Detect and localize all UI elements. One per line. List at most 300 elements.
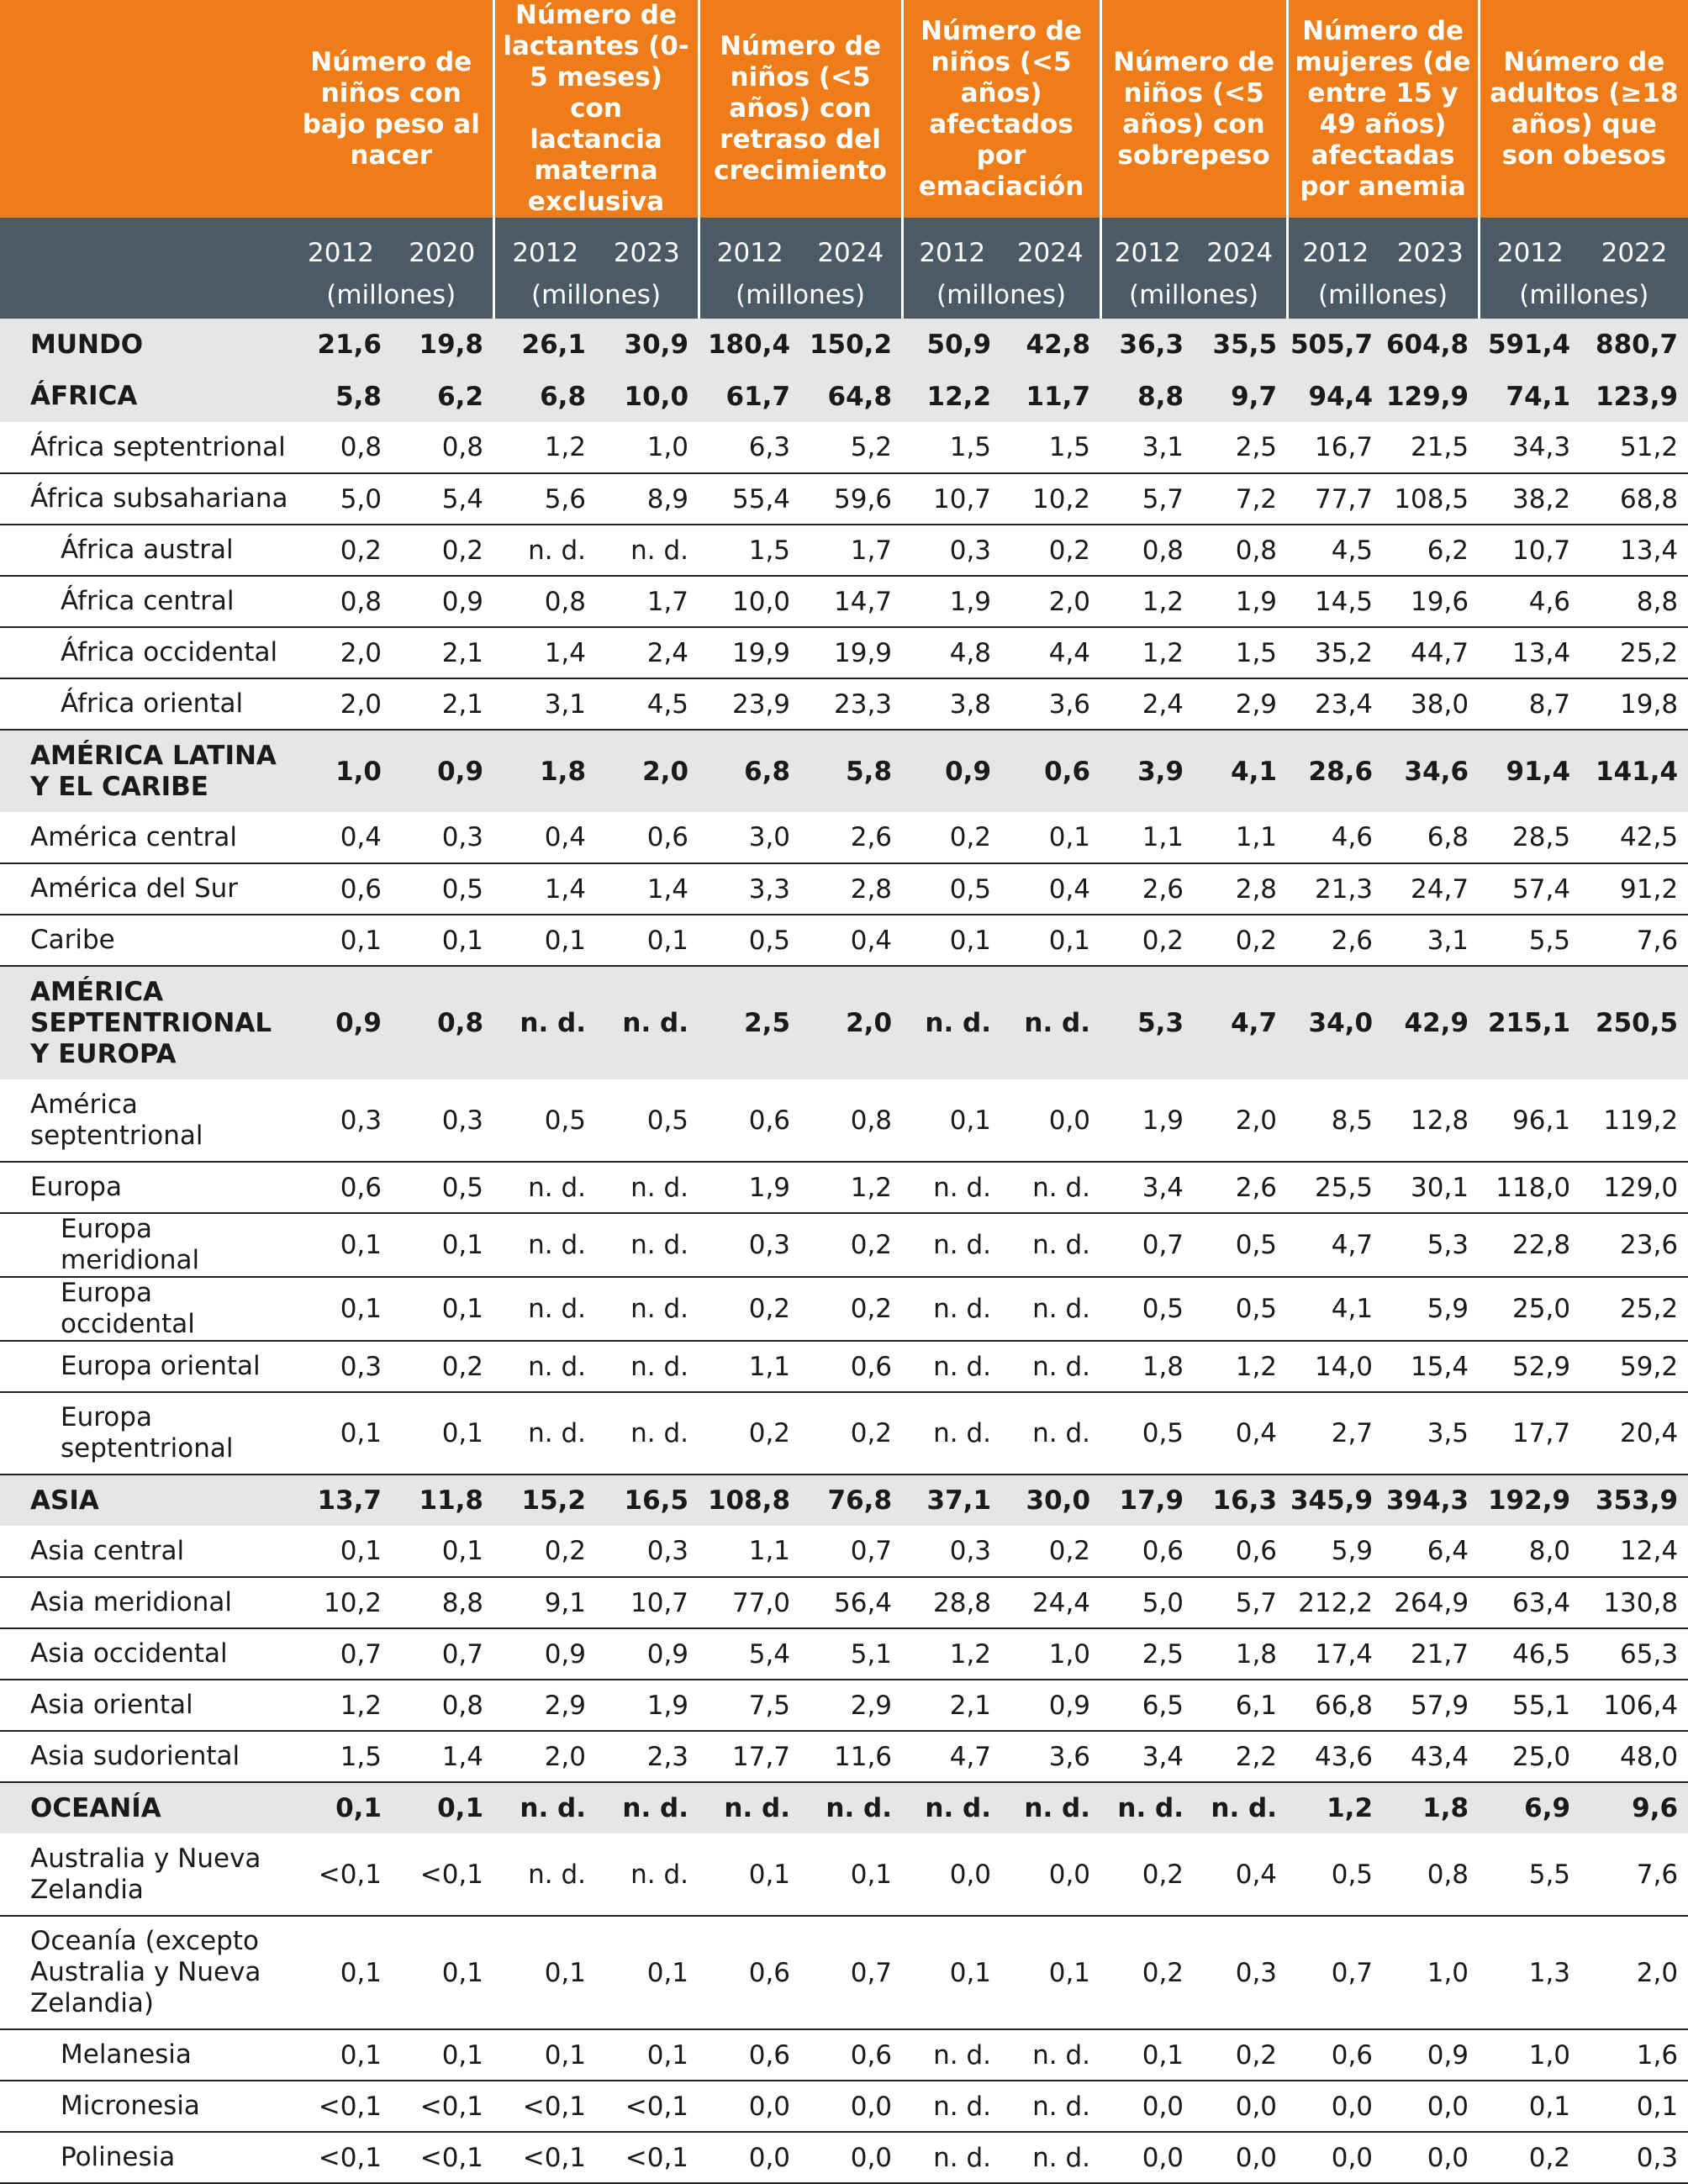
units-cell: (millones): [1479, 272, 1688, 319]
value-cell: n. d.: [596, 1833, 699, 1916]
value-cell: 16,5: [596, 1474, 699, 1526]
value-cell: 43,6: [1287, 1731, 1383, 1782]
value-cell: 0,3: [699, 1213, 800, 1277]
value-cell: 0,9: [392, 576, 493, 627]
value-cell: 2,4: [1100, 678, 1194, 730]
value-cell: 0,4: [1001, 863, 1100, 915]
value-cell: 1,2: [1194, 1341, 1287, 1392]
value-cell: 5,2: [800, 422, 902, 473]
year-cell: 2012: [1100, 218, 1194, 272]
value-cell: 2,9: [493, 1680, 596, 1731]
value-cell: 50,9: [902, 319, 1001, 371]
value-cell: 21,5: [1383, 422, 1479, 473]
value-cell: 2,1: [902, 1680, 1001, 1731]
value-cell: <0,1: [290, 2081, 392, 2132]
value-cell: n. d.: [902, 2132, 1001, 2183]
value-cell: n. d.: [902, 1162, 1001, 1213]
header-wasting: Número de niños (<5 años) afectados por emaciación: [902, 0, 1100, 218]
row-label: África septentrional: [0, 422, 290, 473]
value-cell: 9,6: [1580, 1782, 1688, 1833]
units-corner: [0, 272, 290, 319]
value-cell: 1,4: [596, 863, 699, 915]
value-cell: 77,7: [1287, 473, 1383, 525]
value-cell: 5,5: [1479, 1833, 1580, 1916]
row-label: América central: [0, 812, 290, 863]
units-cell: (millones): [493, 272, 699, 319]
value-cell: n. d.: [1001, 966, 1100, 1079]
value-cell: 23,3: [800, 678, 902, 730]
value-cell: n. d.: [596, 1341, 699, 1392]
value-cell: 0,0: [1001, 1079, 1100, 1162]
value-cell: 3,9: [1100, 730, 1194, 812]
value-cell: 5,5: [1479, 915, 1580, 966]
value-cell: 25,2: [1580, 627, 1688, 678]
table-row: [0, 1782, 1688, 1833]
value-cell: 91,2: [1580, 863, 1688, 915]
value-cell: 1,2: [800, 1162, 902, 1213]
value-cell: 4,7: [1287, 1213, 1383, 1277]
value-cell: 2,6: [800, 812, 902, 863]
table-row: [0, 473, 1688, 525]
value-cell: 108,5: [1383, 473, 1479, 525]
value-cell: 0,1: [290, 1916, 392, 2029]
value-cell: 264,9: [1383, 1577, 1479, 1628]
value-cell: n. d.: [493, 525, 596, 576]
value-cell: 52,9: [1479, 1341, 1580, 1392]
value-cell: 2,7: [1287, 1392, 1383, 1474]
value-cell: 2,1: [392, 627, 493, 678]
value-cell: <0,1: [392, 2081, 493, 2132]
value-cell: <0,1: [493, 2081, 596, 2132]
value-cell: 0,1: [392, 2029, 493, 2081]
units-cell: (millones): [1100, 272, 1287, 319]
value-cell: 0,6: [699, 1916, 800, 2029]
value-cell: 129,9: [1383, 371, 1479, 422]
header-obesity: Número de adultos (≥18 años) que son obesos: [1479, 0, 1688, 218]
table-row: [0, 627, 1688, 678]
value-cell: 5,9: [1287, 1526, 1383, 1577]
value-cell: 0,1: [290, 2029, 392, 2081]
value-cell: 59,6: [800, 473, 902, 525]
table-row: [0, 1577, 1688, 1628]
value-cell: 0,0: [1383, 2132, 1479, 2183]
value-cell: n. d.: [596, 1782, 699, 1833]
value-cell: 28,5: [1479, 812, 1580, 863]
value-cell: 38,2: [1479, 473, 1580, 525]
value-cell: 24,4: [1001, 1577, 1100, 1628]
value-cell: 0,1: [290, 1392, 392, 1474]
value-cell: 1,9: [699, 1162, 800, 1213]
value-cell: 10,7: [902, 473, 1001, 525]
value-cell: 394,3: [1383, 1474, 1479, 1526]
value-cell: 0,6: [699, 1079, 800, 1162]
value-cell: 1,2: [1100, 576, 1194, 627]
value-cell: 1,1: [1100, 812, 1194, 863]
value-cell: n. d.: [1001, 1213, 1100, 1277]
table-row: [0, 863, 1688, 915]
value-cell: 4,6: [1479, 576, 1580, 627]
value-cell: 0,1: [392, 1916, 493, 2029]
value-cell: 0,6: [1194, 1526, 1287, 1577]
year-cell: 2012: [493, 218, 596, 272]
value-cell: 0,1: [392, 1782, 493, 1833]
value-cell: 0,9: [1383, 2029, 1479, 2081]
value-cell: 0,9: [1001, 1680, 1100, 1731]
value-cell: 0,2: [800, 1213, 902, 1277]
value-cell: 6,8: [1383, 812, 1479, 863]
value-cell: 129,0: [1580, 1162, 1688, 1213]
value-cell: 880,7: [1580, 319, 1688, 371]
value-cell: 0,8: [800, 1079, 902, 1162]
value-cell: 25,5: [1287, 1162, 1383, 1213]
value-cell: 1,0: [1383, 1916, 1479, 2029]
value-cell: 4,8: [902, 627, 1001, 678]
value-cell: 5,3: [1383, 1213, 1479, 1277]
value-cell: 0,3: [392, 812, 493, 863]
value-cell: 2,0: [290, 627, 392, 678]
value-cell: 0,4: [1194, 1833, 1287, 1916]
value-cell: 68,8: [1580, 473, 1688, 525]
value-cell: 130,8: [1580, 1577, 1688, 1628]
value-cell: 8,5: [1287, 1079, 1383, 1162]
value-cell: 74,1: [1479, 371, 1580, 422]
value-cell: 0,8: [1100, 525, 1194, 576]
value-cell: 14,0: [1287, 1341, 1383, 1392]
value-cell: 61,7: [699, 371, 800, 422]
value-cell: 0,2: [1001, 525, 1100, 576]
value-cell: 25,0: [1479, 1277, 1580, 1341]
table-row: [0, 812, 1688, 863]
value-cell: 42,8: [1001, 319, 1100, 371]
value-cell: 15,4: [1383, 1341, 1479, 1392]
value-cell: <0,1: [392, 2132, 493, 2183]
value-cell: 59,2: [1580, 1341, 1688, 1392]
value-cell: 0,7: [1100, 1213, 1194, 1277]
value-cell: 77,0: [699, 1577, 800, 1628]
units-cell: (millones): [290, 272, 493, 319]
value-cell: 5,6: [493, 473, 596, 525]
value-cell: 12,8: [1383, 1079, 1479, 1162]
value-cell: 30,9: [596, 319, 699, 371]
row-label: Asia central: [0, 1526, 290, 1577]
value-cell: 2,2: [1194, 1731, 1287, 1782]
value-cell: 0,1: [493, 915, 596, 966]
value-cell: 345,9: [1287, 1474, 1383, 1526]
value-cell: 10,7: [1479, 525, 1580, 576]
value-cell: 0,8: [1383, 1833, 1479, 1916]
value-cell: 2,9: [1194, 678, 1287, 730]
value-cell: 0,6: [1001, 730, 1100, 812]
value-cell: 2,5: [1194, 422, 1287, 473]
value-cell: 0,1: [290, 915, 392, 966]
table-row: [0, 1277, 1688, 1341]
value-cell: 0,4: [800, 915, 902, 966]
value-cell: 1,8: [1100, 1341, 1194, 1392]
value-cell: 1,4: [493, 627, 596, 678]
value-cell: 43,4: [1383, 1731, 1479, 1782]
value-cell: 0,6: [290, 863, 392, 915]
row-label: Europa septentrional: [0, 1392, 290, 1474]
value-cell: 6,4: [1383, 1526, 1479, 1577]
value-cell: 2,0: [1001, 576, 1100, 627]
value-cell: 1,2: [1287, 1782, 1383, 1833]
value-cell: 0,3: [902, 525, 1001, 576]
value-cell: 3,0: [699, 812, 800, 863]
value-cell: 2,0: [493, 1731, 596, 1782]
row-label: Asia occidental: [0, 1628, 290, 1680]
value-cell: 96,1: [1479, 1079, 1580, 1162]
value-cell: 2,8: [800, 863, 902, 915]
value-cell: 6,8: [699, 730, 800, 812]
value-cell: 591,4: [1479, 319, 1580, 371]
row-label: África occidental: [0, 627, 290, 678]
value-cell: 0,2: [800, 1277, 902, 1341]
row-label: Australia y Nueva Zelandia: [0, 1833, 290, 1916]
value-cell: 0,7: [392, 1628, 493, 1680]
value-cell: n. d.: [1001, 1277, 1100, 1341]
year-cell: 2024: [1194, 218, 1287, 272]
value-cell: 0,9: [392, 730, 493, 812]
value-cell: 0,1: [493, 2029, 596, 2081]
value-cell: 0,6: [800, 2029, 902, 2081]
value-cell: 0,1: [596, 915, 699, 966]
value-cell: 11,7: [1001, 371, 1100, 422]
value-cell: 0,8: [392, 1680, 493, 1731]
value-cell: 3,4: [1100, 1162, 1194, 1213]
value-cell: 1,4: [392, 1731, 493, 1782]
value-cell: 0,3: [290, 1341, 392, 1392]
value-cell: 1,2: [1100, 627, 1194, 678]
table-row: [0, 966, 1688, 1079]
value-cell: 12,4: [1580, 1526, 1688, 1577]
value-cell: 17,4: [1287, 1628, 1383, 1680]
value-cell: 7,5: [699, 1680, 800, 1731]
value-cell: 5,0: [290, 473, 392, 525]
value-cell: 0,1: [1001, 812, 1100, 863]
row-label: Caribe: [0, 915, 290, 966]
value-cell: 4,4: [1001, 627, 1100, 678]
value-cell: 10,2: [290, 1577, 392, 1628]
value-cell: n. d.: [902, 2029, 1001, 2081]
table-row: [0, 1680, 1688, 1731]
value-cell: 8,8: [1580, 576, 1688, 627]
value-cell: 0,5: [493, 1079, 596, 1162]
value-cell: 0,6: [1287, 2029, 1383, 2081]
value-cell: 10,0: [596, 371, 699, 422]
table-body: [0, 319, 1688, 2183]
value-cell: 8,7: [1479, 678, 1580, 730]
value-cell: 0,1: [290, 1782, 392, 1833]
value-cell: 4,1: [1194, 730, 1287, 812]
row-label: Asia meridional: [0, 1577, 290, 1628]
value-cell: 42,5: [1580, 812, 1688, 863]
value-cell: 505,7: [1287, 319, 1383, 371]
value-cell: 2,5: [1100, 1628, 1194, 1680]
value-cell: n. d.: [1194, 1782, 1287, 1833]
value-cell: 2,6: [1194, 1162, 1287, 1213]
row-label: Melanesia: [0, 2029, 290, 2081]
table-row: [0, 1526, 1688, 1577]
value-cell: 0,0: [1100, 2081, 1194, 2132]
value-cell: 65,3: [1580, 1628, 1688, 1680]
row-label: África oriental: [0, 678, 290, 730]
value-cell: 14,7: [800, 576, 902, 627]
value-cell: 0,6: [800, 1341, 902, 1392]
value-cell: n. d.: [493, 1213, 596, 1277]
value-cell: 0,1: [902, 1916, 1001, 2029]
units-cell: (millones): [1287, 272, 1479, 319]
value-cell: 0,9: [596, 1628, 699, 1680]
value-cell: <0,1: [392, 1833, 493, 1916]
value-cell: 5,0: [1100, 1577, 1194, 1628]
value-cell: 0,1: [290, 1526, 392, 1577]
value-cell: n. d.: [493, 966, 596, 1079]
value-cell: 0,1: [392, 1277, 493, 1341]
value-cell: 0,7: [800, 1526, 902, 1577]
value-cell: 1,0: [290, 730, 392, 812]
value-cell: 1,2: [493, 422, 596, 473]
table-row: [0, 1162, 1688, 1213]
value-cell: 0,5: [1194, 1213, 1287, 1277]
value-cell: 0,0: [902, 1833, 1001, 1916]
value-cell: 0,3: [290, 1079, 392, 1162]
value-cell: 0,2: [392, 525, 493, 576]
table-row: [0, 1213, 1688, 1277]
value-cell: 1,6: [1580, 2029, 1688, 2081]
value-cell: 5,9: [1383, 1277, 1479, 1341]
value-cell: <0,1: [596, 2132, 699, 2183]
value-cell: 0,8: [1194, 525, 1287, 576]
value-cell: 0,0: [1100, 2132, 1194, 2183]
value-cell: 0,5: [392, 863, 493, 915]
value-cell: 25,2: [1580, 1277, 1688, 1341]
value-cell: 0,5: [1100, 1277, 1194, 1341]
value-cell: 604,8: [1383, 319, 1479, 371]
value-cell: 192,9: [1479, 1474, 1580, 1526]
value-cell: 141,4: [1580, 730, 1688, 812]
value-cell: 19,8: [392, 319, 493, 371]
value-cell: 1,9: [1194, 576, 1287, 627]
value-cell: 28,6: [1287, 730, 1383, 812]
value-cell: 6,2: [1383, 525, 1479, 576]
value-cell: 5,1: [800, 1628, 902, 1680]
row-label: África austral: [0, 525, 290, 576]
value-cell: 5,8: [800, 730, 902, 812]
year-cell: 2012: [1479, 218, 1580, 272]
row-label: Europa oriental: [0, 1341, 290, 1392]
value-cell: n. d.: [902, 2081, 1001, 2132]
value-cell: 0,2: [800, 1392, 902, 1474]
row-label: Europa occidental: [0, 1277, 290, 1341]
value-cell: 1,8: [1383, 1782, 1479, 1833]
row-label: Polinesia: [0, 2132, 290, 2183]
value-cell: 0,1: [392, 1392, 493, 1474]
value-cell: 0,0: [800, 2132, 902, 2183]
value-cell: 2,8: [1194, 863, 1287, 915]
value-cell: 0,2: [1194, 915, 1287, 966]
value-cell: <0,1: [493, 2132, 596, 2183]
value-cell: 0,9: [493, 1628, 596, 1680]
value-cell: 0,8: [392, 966, 493, 1079]
value-cell: 20,4: [1580, 1392, 1688, 1474]
value-cell: 0,1: [596, 1916, 699, 2029]
value-cell: 0,8: [392, 422, 493, 473]
value-cell: 4,1: [1287, 1277, 1383, 1341]
value-cell: n. d.: [493, 1833, 596, 1916]
value-cell: 3,3: [699, 863, 800, 915]
value-cell: 4,7: [1194, 966, 1287, 1079]
value-cell: n. d.: [493, 1277, 596, 1341]
value-cell: 2,4: [596, 627, 699, 678]
value-cell: 11,6: [800, 1731, 902, 1782]
value-cell: 4,5: [1287, 525, 1383, 576]
value-cell: 0,2: [902, 812, 1001, 863]
value-cell: 0,1: [392, 1213, 493, 1277]
table-row: [0, 422, 1688, 473]
value-cell: n. d.: [1001, 2081, 1100, 2132]
value-cell: 3,1: [1100, 422, 1194, 473]
value-cell: n. d.: [902, 1277, 1001, 1341]
value-cell: 0,6: [1100, 1526, 1194, 1577]
value-cell: 2,0: [1580, 1916, 1688, 2029]
value-cell: n. d.: [596, 1277, 699, 1341]
value-cell: 1,4: [493, 863, 596, 915]
value-cell: 2,3: [596, 1731, 699, 1782]
table-row: [0, 576, 1688, 627]
units-cell: (millones): [699, 272, 902, 319]
value-cell: 1,1: [699, 1341, 800, 1392]
value-cell: 13,4: [1479, 627, 1580, 678]
value-cell: 1,5: [290, 1731, 392, 1782]
value-cell: 0,1: [493, 1916, 596, 2029]
value-cell: 0,2: [699, 1392, 800, 1474]
table-row: [0, 1731, 1688, 1782]
value-cell: 2,0: [800, 966, 902, 1079]
value-cell: 8,0: [1479, 1526, 1580, 1577]
row-label: América septentrional: [0, 1079, 290, 1162]
value-cell: n. d.: [1001, 1162, 1100, 1213]
value-cell: 0,6: [290, 1162, 392, 1213]
value-cell: 1,2: [902, 1628, 1001, 1680]
value-cell: 2,1: [392, 678, 493, 730]
value-cell: 8,8: [392, 1577, 493, 1628]
value-cell: 1,5: [1194, 627, 1287, 678]
value-cell: 0,2: [1100, 1833, 1194, 1916]
value-cell: 1,1: [1194, 812, 1287, 863]
table-row: [0, 1916, 1688, 2029]
value-cell: 0,0: [699, 2081, 800, 2132]
value-cell: 2,9: [800, 1680, 902, 1731]
value-cell: 48,0: [1580, 1731, 1688, 1782]
value-cell: 2,6: [1100, 863, 1194, 915]
value-cell: 106,4: [1580, 1680, 1688, 1731]
value-cell: 0,0: [1287, 2132, 1383, 2183]
value-cell: 4,5: [596, 678, 699, 730]
row-label: OCEANÍA: [0, 1782, 290, 1833]
value-cell: 118,0: [1479, 1162, 1580, 1213]
value-cell: 25,0: [1479, 1731, 1580, 1782]
value-cell: n. d.: [596, 525, 699, 576]
year-corner: [0, 218, 290, 272]
table-row: [0, 730, 1688, 812]
table-row: [0, 1833, 1688, 1916]
value-cell: 46,5: [1479, 1628, 1580, 1680]
value-cell: 2,0: [596, 730, 699, 812]
value-cell: n. d.: [902, 1213, 1001, 1277]
value-cell: n. d.: [493, 1782, 596, 1833]
value-cell: n. d.: [596, 1392, 699, 1474]
value-cell: 30,1: [1383, 1162, 1479, 1213]
